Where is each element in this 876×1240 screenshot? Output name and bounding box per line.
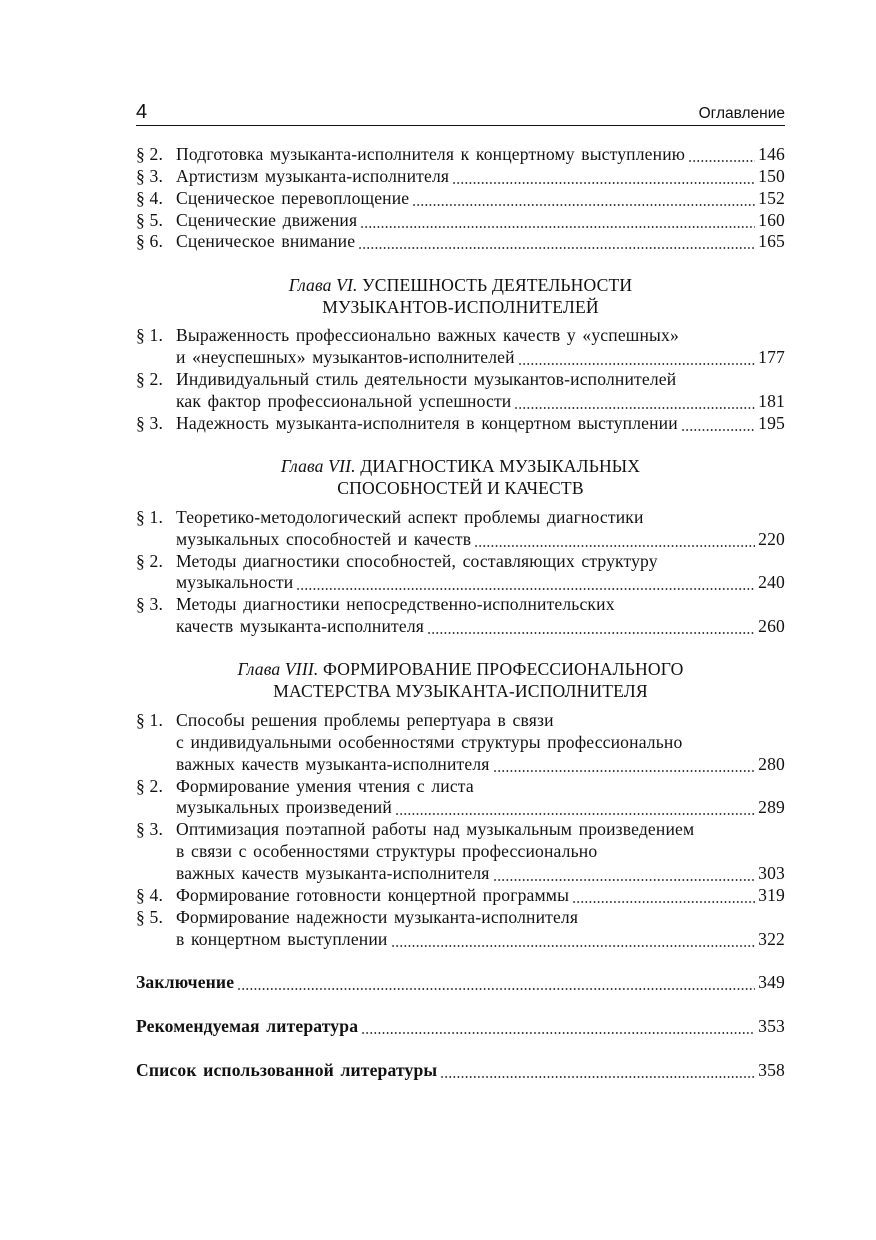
toc-line [176,863,785,885]
running-title: Оглавление [698,105,785,122]
entry-text: Сценическое внимание [176,231,356,252]
toc-line [176,776,785,798]
dot-leader [572,885,755,907]
chapter-heading [136,659,785,703]
entry-text: Заключение [136,972,235,993]
page-ref: 303 [758,862,785,883]
dot-leader [681,413,755,435]
dot-leader [514,391,755,413]
toc-entry[interactable] [136,776,785,820]
page-ref: 289 [758,797,785,818]
dot-leader [427,616,755,638]
entry-lines [176,819,785,885]
toc-line [176,210,785,232]
page-ref: 165 [758,231,785,252]
page-ref: 177 [758,347,785,368]
page-ref: 349 [758,972,785,993]
page-ref: 220 [758,528,785,549]
toc-line [176,594,785,616]
chapter-title-line [136,297,785,319]
entry-text: Рекомендуемая литература [136,1015,359,1036]
chapter-title-line [136,275,785,297]
toc-line [176,369,785,391]
entry-text: Подготовка музыканта-исполнителя к концертному выступлению [176,144,686,164]
toc-line [176,551,785,573]
entry-text: Формирование умения чтения с листа [176,775,474,796]
toc-line [176,507,785,529]
toc-entry[interactable] [136,325,785,369]
toc-line [176,732,785,754]
toc-section [136,275,785,435]
toc-line [176,929,785,951]
toc-line [176,325,785,347]
toc-line [176,413,785,435]
entry-lines [176,413,785,435]
dot-leader [493,863,756,885]
toc-entry[interactable] [136,231,785,253]
page-ref: 195 [758,412,785,433]
toc-line [176,616,785,638]
toc-section [136,659,785,950]
section-number: § 3. [136,165,163,186]
entry-text: Выраженность профессионально важных качеств у «успешных» [176,325,679,346]
section-number: § 3. [136,412,163,433]
dot-leader [688,144,755,166]
toc-line [176,797,785,819]
entry-text: Формирование надежности музыканта-исполнителя [176,906,579,927]
toc-entry[interactable] [136,413,785,435]
page-ref: 152 [758,187,785,208]
entry-text: Надежность музыканта-исполнителя в концертном выступлении [176,412,678,433]
toc-line [176,391,785,413]
dot-leader [440,1060,755,1082]
section-number: § 4. [136,187,163,208]
dot-leader [452,166,755,188]
toc-line [176,710,785,732]
toc-line [176,231,785,253]
page-number: 4 [136,101,148,123]
dot-leader [412,188,755,210]
entry-text: Артистизм музыканта-исполнителя [176,165,450,186]
entry-lines [176,166,785,188]
entry-lines [176,325,785,369]
chapter-heading [136,456,785,500]
chapter-title-line [136,681,785,703]
chapter-title-line [136,478,785,500]
entry-lines [136,1060,785,1082]
entry-lines [176,594,785,638]
page-ref: 358 [758,1059,785,1080]
toc-section [136,456,785,638]
entry-text: Оптимизация поэтапной работы над музыкальным произведением [176,819,695,840]
toc-section [136,144,785,253]
chapter-label: Глава VII. [280,456,356,477]
entry-text: с индивидуальными особенностями структуры профессионально [176,731,683,752]
toc-line [176,841,785,863]
entry-lines [176,907,785,951]
entry-text: в связи с особенностями структуры профессионально [176,841,598,862]
entry-lines [176,144,785,166]
section-number: § 3. [136,594,163,615]
section-number: § 4. [136,884,163,905]
toc-entry[interactable] [136,710,785,776]
entry-text: Сценическое перевоплощение [176,187,410,208]
toc-entry[interactable] [136,551,785,595]
section-number: § 2. [136,550,163,571]
toc-line [176,529,785,551]
entry-text: Список использованной литературы [136,1059,438,1080]
entry-lines [176,551,785,595]
toc-line [176,819,785,841]
entry-text: Формирование готовности концертной программы [176,884,570,905]
toc-line [176,166,785,188]
entry-text: важных качеств музыканта-исполнителя [176,862,490,883]
entry-lines [176,776,785,820]
entry-lines [176,210,785,232]
toc-line [136,972,785,994]
entry-text: Индивидуальный стиль деятельности музыкантов-исполнителей [176,369,677,390]
toc-final-entry[interactable] [136,972,785,994]
page-ref: 319 [758,884,785,905]
entry-lines [176,507,785,551]
section-number: § 6. [136,231,163,252]
toc-line [176,907,785,929]
page-ref: 322 [758,928,785,949]
chapter-title: ДИАГНОСТИКА МУЗЫКАЛЬНЫХ [360,456,641,477]
section-number: § 1. [136,506,163,527]
entry-text: Способы решения проблемы репертуара в связи [176,710,554,731]
chapter-label: Глава VIII. [237,659,319,680]
page-ref: 260 [758,616,785,637]
dot-leader [360,210,755,232]
toc-entry[interactable] [136,907,785,951]
entry-text: Сценические движения [176,209,358,230]
entry-text: качеств музыканта-исполнителя [176,616,424,637]
page-ref: 181 [758,390,785,411]
chapter-title: СПОСОБНОСТЕЙ И КАЧЕСТВ [337,477,584,498]
toc-entry[interactable] [136,594,785,638]
dot-leader [361,1016,755,1038]
toc-line [176,572,785,594]
toc-entry[interactable] [136,188,785,210]
entry-text: музыкальных произведений [176,797,392,818]
chapter-title: МУЗЫКАНТОВ-ИСПОЛНИТЕЛЕЙ [322,296,599,317]
running-header [136,100,785,126]
toc-line [176,754,785,776]
toc-entry[interactable] [136,166,785,188]
table-of-contents [136,144,785,1081]
entry-lines [136,972,785,994]
chapter-title: УСПЕШНОСТЬ ДЕЯТЕЛЬНОСТИ [362,274,633,295]
section-number: § 2. [136,144,163,164]
entry-text: важных качеств музыканта-исполнителя [176,753,490,774]
toc-line [136,1060,785,1082]
entry-text: Методы диагностики способностей, составляющих структуру [176,550,658,571]
page-ref: 160 [758,209,785,230]
entry-lines [176,231,785,253]
section-number: § 1. [136,325,163,346]
toc-line [176,347,785,369]
toc-entry[interactable] [136,369,785,413]
entry-text: и «неуспешных» музыкантов-исполнителей [176,347,515,368]
dot-leader [518,347,756,369]
entry-text: музыкальности [176,572,294,593]
toc-entry[interactable] [136,507,785,551]
entry-text: как фактор профессиональной успешности [176,390,512,411]
section-number: § 5. [136,906,163,927]
entry-lines [176,710,785,776]
section-number: § 1. [136,710,163,731]
section-number: § 2. [136,369,163,390]
page-ref: 146 [758,144,785,164]
toc-entry[interactable] [136,210,785,232]
chapter-title-line [136,456,785,478]
entry-lines [176,188,785,210]
toc-line [136,1016,785,1038]
chapter-title: ФОРМИРОВАНИЕ ПРОФЕССИОНАЛЬНОГО [322,659,684,680]
section-number: § 3. [136,819,163,840]
toc-final-entry[interactable] [136,1016,785,1038]
dot-leader [474,529,755,551]
dot-leader [296,572,755,594]
entry-text: в концертном выступлении [176,928,388,949]
toc-line [176,188,785,210]
entry-lines [136,1016,785,1038]
dot-leader [395,797,755,819]
page-ref: 150 [758,165,785,186]
entry-text: Методы диагностики непосредственно-исполнительских [176,594,615,615]
dot-leader [358,231,755,253]
chapter-title-line [136,659,785,681]
page-ref: 353 [758,1015,785,1036]
page-ref: 240 [758,572,785,593]
chapter-title: МАСТЕРСТВА МУЗЫКАНТА-ИСПОЛНИТЕЛЯ [273,681,648,702]
entry-lines [176,369,785,413]
toc-entry[interactable] [136,144,785,166]
chapter-heading [136,275,785,319]
entry-lines [176,885,785,907]
toc-line [176,885,785,907]
section-number: § 2. [136,775,163,796]
page-ref: 280 [758,753,785,774]
entry-text: музыкальных способностей и качеств [176,528,472,549]
dot-leader [493,754,756,776]
toc-entry[interactable] [136,885,785,907]
toc-entry[interactable] [136,819,785,885]
toc-line [176,144,785,166]
entry-text: Теоретико-методологический аспект проблемы диагностики [176,506,644,527]
dot-leader [237,972,755,994]
chapter-label: Глава VI. [288,274,358,295]
dot-leader [391,929,756,951]
section-number: § 5. [136,209,163,230]
toc-final-entry[interactable] [136,1060,785,1082]
